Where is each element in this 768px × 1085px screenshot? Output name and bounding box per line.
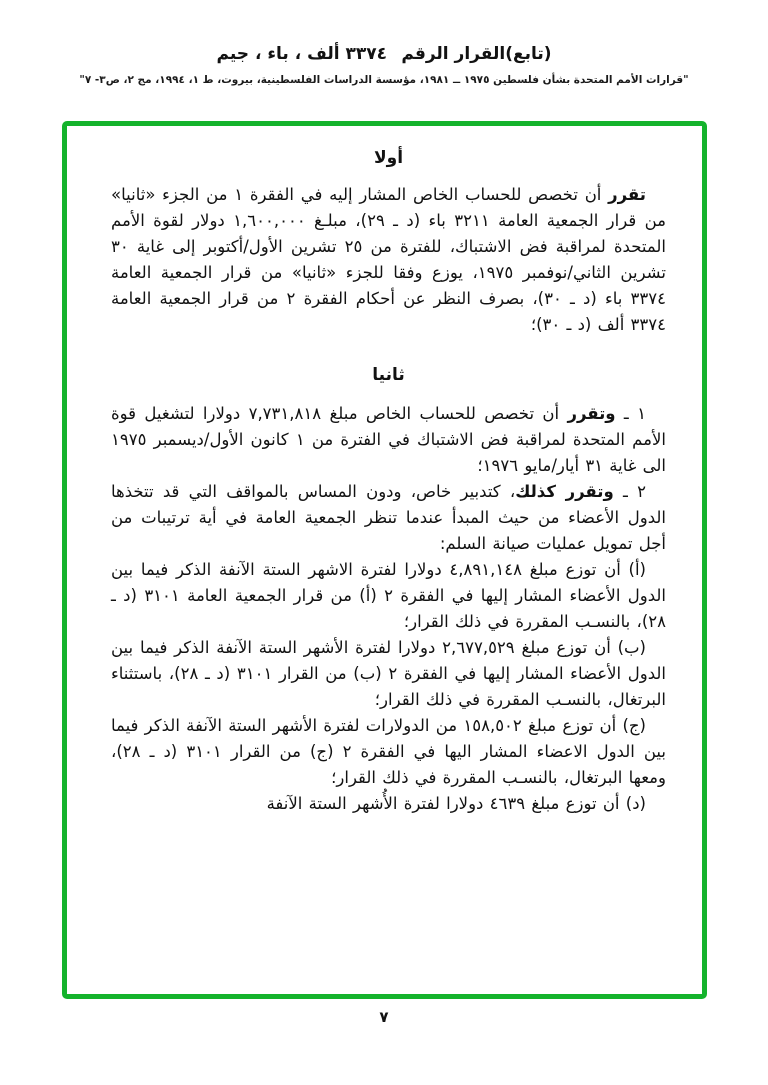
text-run: (أ) أن توزع مبلغ ٤,٨٩١,١٤٨ دولارا لفترة الاشهر الستة الآنفة الذكر فيما بين الدول الأعضاء المشار إليها في الفقرة ٢ (أ) من قرار الجمعية العامة ٣١٠١ (د ـ ٢٨)، بالنسـب المقررة في ذلك القرار؛ bbox=[111, 560, 666, 631]
page-number: ٧ bbox=[379, 1008, 389, 1026]
text-run: (د) أن توزع مبلغ ٤٦٣٩ دولارا لفترة الأُشهر الستة الآنفة bbox=[266, 794, 646, 813]
bold-run: وتقرر bbox=[567, 404, 616, 423]
paragraph bbox=[111, 791, 666, 817]
text-run: (ب) أن توزع مبلغ ٢,٦٧٧,٥٢٩ دولارا لفترة الأشهر الستة الآنفة الذكر فيما بين الدول الأعضاء المشار إليها في الفقرة ٢ (ب) من القرار ٣١٠١ (د ـ ٢٨)، باستثناء البرتغال، بالنسـب المقررة في ذلك القرار؛ bbox=[111, 638, 666, 709]
text-run: (ج) أن توزع مبلغ ١٥٨,٥٠٢ من الدولارات لفترة الأشهر الستة الآنفة الذكر فيما بين الدول الاعضاء المشار اليها في الفقرة ٢ (ج) من القرار ٣١٠١ (د ـ ٢٨)، ومعها البرتغال، بالنسـب المقررة في ذلك القرار؛ bbox=[111, 716, 667, 787]
paragraph bbox=[111, 713, 666, 791]
paragraph bbox=[111, 557, 666, 635]
section bbox=[111, 145, 666, 338]
text-run: أن تخصص للحساب الخاص مبلغ ٧,٧٣١,٨١٨ دولارا لتشغيل قوة الأمم المتحدة لمراقبة فض الاشتباك في الفترة من ١ كانون الأول/ديسمبر ١٩٧٥ الى غاية ٣١ أيار/مايو ١٩٧٦؛ bbox=[111, 404, 666, 475]
paragraph bbox=[111, 635, 666, 713]
section-heading: ثانيا bbox=[372, 365, 405, 385]
bold-run: تقرر bbox=[608, 185, 647, 204]
page-header bbox=[0, 44, 768, 86]
content-frame bbox=[62, 121, 707, 999]
text-run: ١ ـ bbox=[615, 404, 646, 423]
text-run: أن تخصص للحساب الخاص المشار إليه في الفقرة ١ من الجزء «ثانيا» من قرار الجمعية العامة ٣٢١١ باء (د ـ ٢٩)، مبلـغ ١,٦٠٠,٠٠٠ دولار لقوة الأمم المتحدة لمراقبة فض الاشتباك، للفترة من ٢٥ تشرين الأول/أكتوبر إلى غاية ٣٠ تشرين الثاني/نوفمبر ١٩٧٥، يوزع وفقا للجزء «ثانيا» من قرار الجمعية العامة ٣٣٧٤ باء (د ـ ٣٠)، بصرف النظر عن أحكام الفقرة ٢ من قرار الجمعية العامة ٣٣٧٤ ألف (د ـ ٣٠)؛ bbox=[111, 185, 666, 334]
source-citation: "قرارات الأمم المتحدة بشأن فلسطين ١٩٧٥ ــ ١٩٨١، مؤسسة الدراسات الفلسطينية، بيروت، ط ١، ١٩٩٤، مج ٢، ص٣- ٧" bbox=[79, 74, 689, 86]
paragraph bbox=[111, 401, 666, 479]
paragraph bbox=[111, 182, 666, 338]
page-title: (تابع)القرار الرقم ٣٣٧٤ ألف ، باء ، جيم bbox=[216, 44, 552, 64]
section bbox=[111, 362, 666, 817]
paragraph bbox=[111, 479, 666, 557]
bold-run: وتقرر كذلك bbox=[515, 482, 614, 501]
text-run: ٢ ـ bbox=[613, 482, 646, 501]
section-heading: أولا bbox=[373, 148, 404, 168]
document-body bbox=[111, 145, 666, 817]
text-run: ، كتدبير خاص، ودون المساس بالمواقف التي قد تتخذها الدول الأعضاء من حيث المبدأ عندما تنظر الجمعية العامة في أية ترتيبات من أجل تمويل عمليات صيانة السلم: bbox=[111, 482, 666, 553]
